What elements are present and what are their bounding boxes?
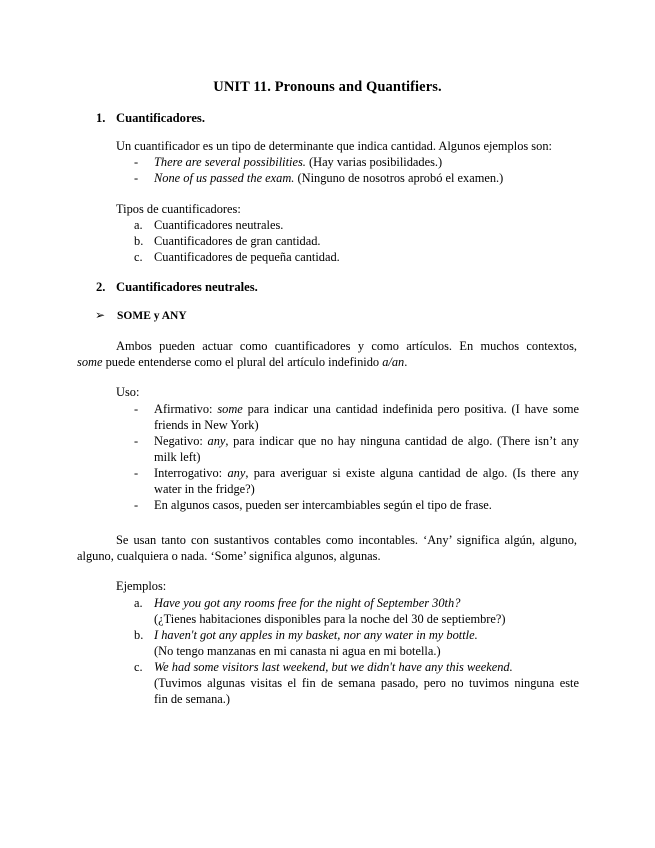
- example-spanish: fin de semana.): [154, 692, 231, 706]
- list-item: [134, 401, 579, 433]
- list-item-line: [154, 401, 579, 417]
- subsection-title: SOME y ANY: [117, 310, 187, 322]
- list-marker: -: [134, 402, 139, 416]
- paragraph-usage: [77, 532, 577, 564]
- list-marker: b.: [134, 234, 144, 248]
- page-title: UNIT 11. Pronouns and Quantifiers.: [213, 79, 442, 95]
- section-1-intro: Un cuantificador es un tipo de determinante que indica cantidad. Algunos ejemplos son:: [116, 139, 552, 153]
- example-spanish: (¿Tienes habitaciones disponibles para la noche del 30 de septiembre?): [154, 612, 506, 626]
- example-spanish: (Tuvimos algunas visitas el fin de semana pasado, pero no tuvimos ninguna este: [154, 676, 579, 690]
- section-2-heading: [96, 279, 258, 295]
- uso-label: Uso:: [116, 385, 140, 399]
- list-marker: -: [134, 498, 139, 512]
- list-item-text: Negativo:: [154, 434, 208, 448]
- ejemplos-list: [134, 595, 579, 707]
- paragraph-line: alguno, cualquiera o nada. ‘Some’ significa algunos, algunas.: [77, 549, 381, 563]
- section-2-number: 2.: [96, 280, 106, 294]
- list-item: [134, 233, 579, 249]
- list-item: [134, 595, 579, 627]
- list-item-text: , para averiguar si existe alguna cantidad de algo. (Is there any: [245, 466, 579, 480]
- term: any: [227, 466, 246, 480]
- term: some: [217, 402, 243, 416]
- list-item-line: water in the fridge?): [154, 482, 255, 496]
- example-english: I haven't got any apples in my basket, nor any water in my bottle.: [154, 628, 478, 642]
- list-marker: a.: [134, 596, 143, 610]
- example-english: Have you got any rooms free for the night of September 30th?: [154, 596, 461, 610]
- example-spanish: (Ninguno de nosotros aprobó el examen.): [294, 171, 504, 185]
- uso-list: [134, 401, 579, 513]
- ejemplos-label: Ejemplos:: [116, 579, 167, 593]
- list-item-line: [154, 433, 579, 449]
- paragraph-some-any: [77, 338, 577, 370]
- list-marker: -: [134, 434, 139, 448]
- list-item: [134, 465, 579, 497]
- list-item-text: para indicar una cantidad indefinida pero positiva. (I have some: [242, 402, 579, 416]
- list-item-line: friends in New York): [154, 418, 259, 432]
- subsection-heading: [95, 307, 187, 324]
- list-item: [134, 497, 579, 513]
- types-label: Tipos de cuantificadores:: [116, 202, 241, 216]
- list-item-line: [154, 465, 579, 481]
- list-item: [134, 659, 579, 707]
- example-english: There are several possibilities.: [154, 155, 306, 169]
- paragraph-line: [77, 354, 577, 370]
- paragraph-line: Ambos pueden actuar como cuantificadores y como artículos. En muchos contextos,: [116, 339, 577, 353]
- list-marker: -: [134, 171, 139, 185]
- list-item-text: Cuantificadores de pequeña cantidad.: [154, 250, 340, 264]
- list-item: [134, 217, 579, 233]
- list-marker: a.: [134, 218, 143, 232]
- section-2-title: Cuantificadores neutrales.: [116, 280, 258, 294]
- paragraph-text: puede entenderse como el plural del artículo indefinido: [102, 355, 383, 369]
- list-item: [134, 627, 579, 659]
- list-marker: -: [134, 466, 139, 480]
- example-spanish: (Hay varias posibilidades.): [305, 155, 443, 169]
- list-marker: b.: [134, 628, 144, 642]
- list-item-text: Cuantificadores de gran cantidad.: [154, 234, 321, 248]
- example-english: None of us passed the exam.: [154, 171, 295, 185]
- list-item: [134, 170, 579, 186]
- section-1-examples-list: [134, 154, 579, 186]
- example-spanish: (No tengo manzanas en mi canasta ni agua en mi botella.): [154, 644, 441, 658]
- term: any: [207, 434, 226, 448]
- list-marker: c.: [134, 250, 143, 264]
- list-item-line: milk left): [154, 450, 201, 464]
- paragraph-text: .: [404, 355, 408, 369]
- section-1-heading: [96, 110, 205, 126]
- list-item-text: , para indicar que no hay ninguna cantidad de algo. (There isn’t any: [225, 434, 579, 448]
- term-a-an: a/an: [382, 355, 405, 369]
- list-item: [134, 433, 579, 465]
- list-marker: -: [134, 155, 139, 169]
- section-1-number: 1.: [96, 111, 106, 125]
- list-item: [134, 154, 579, 170]
- list-item-text: En algunos casos, pueden ser intercambiables según el tipo de frase.: [154, 498, 492, 512]
- list-item-text: Afirmativo:: [154, 402, 218, 416]
- list-item: [134, 249, 579, 265]
- arrow-bullet-icon: ➢: [95, 308, 106, 322]
- list-marker: c.: [134, 660, 143, 674]
- list-item-text: Cuantificadores neutrales.: [154, 218, 284, 232]
- types-list: [134, 217, 579, 265]
- term-some: some: [77, 355, 103, 369]
- paragraph-line: Se usan tanto con sustantivos contables como incontables. ‘Any’ significa algún, alguno,: [116, 533, 577, 547]
- example-english: We had some visitors last weekend, but we didn't have any this weekend.: [154, 660, 513, 674]
- section-1-title: Cuantificadores.: [116, 111, 205, 125]
- list-item-text: Interrogativo:: [154, 466, 228, 480]
